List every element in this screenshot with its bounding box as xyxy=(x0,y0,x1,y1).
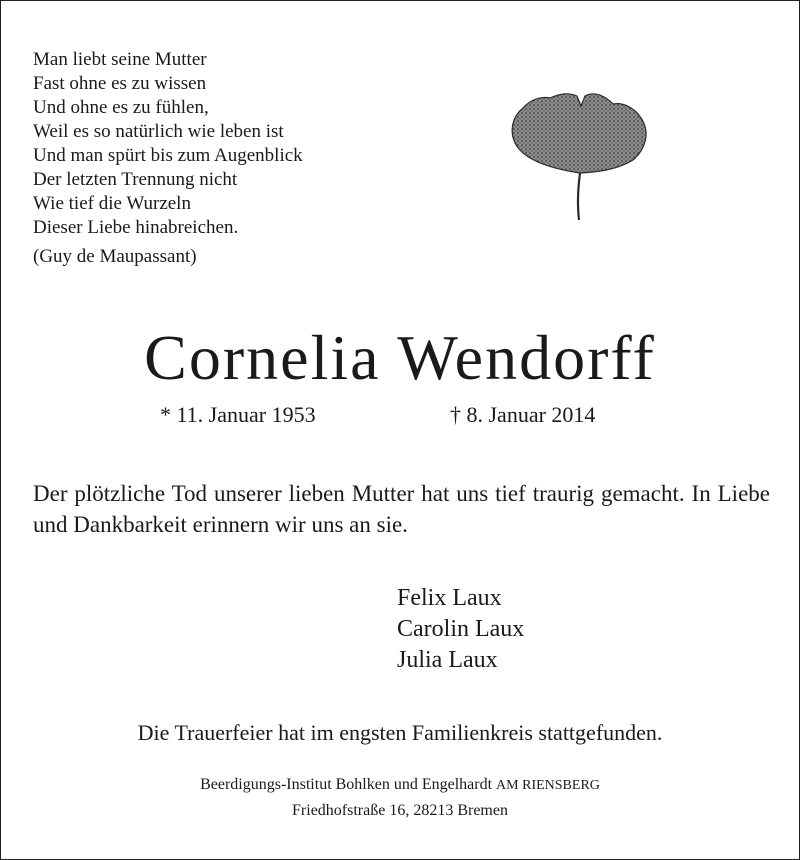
poem-line: Und man spürt bis zum Augenblick xyxy=(33,145,303,166)
family-member: Carolin Laux xyxy=(397,616,525,642)
poem-author: (Guy de Maupassant) xyxy=(33,246,197,267)
poem-line: Man liebt seine Mutter xyxy=(33,49,207,70)
family-member: Felix Laux xyxy=(397,585,502,611)
poem-line: Dieser Liebe hinabreichen. xyxy=(33,217,239,238)
undertaker-name: Beerdigungs-Institut Bohlken und Engelhardt xyxy=(200,776,493,793)
birth-date: * 11. Januar 1953 xyxy=(160,402,316,427)
poem-line: Der letzten Trennung nicht xyxy=(33,169,238,190)
undertaker-address: Friedhofstraße 16, 28213 Bremen xyxy=(292,802,508,819)
ginkgo-leaf-icon xyxy=(505,88,655,228)
deceased-name: Cornelia Wendorff xyxy=(144,322,656,393)
poem-line: Wie tief die Wurzeln xyxy=(33,193,191,214)
poem-line: Fast ohne es zu wissen xyxy=(33,73,207,94)
undertaker-info xyxy=(0,772,800,823)
family-list xyxy=(397,583,524,676)
death-date: † 8. Januar 2014 xyxy=(450,402,596,427)
poem-line: Und ohne es zu fühlen, xyxy=(33,97,209,118)
ceremony-note: Die Trauerfeier hat im engsten Familienkreis stattgefunden. xyxy=(137,720,663,745)
condolence-message: Der plötzliche Tod unserer lieben Mutter hat uns tief traurig gemacht. In Liebe und Dankbarkeit erinnern wir uns an sie. xyxy=(33,481,770,537)
poem-line: Weil es so natürlich wie leben ist xyxy=(33,121,284,142)
family-member: Julia Laux xyxy=(397,647,498,673)
poem xyxy=(33,48,303,269)
undertaker-location: AM RIENSBERG xyxy=(496,778,600,793)
